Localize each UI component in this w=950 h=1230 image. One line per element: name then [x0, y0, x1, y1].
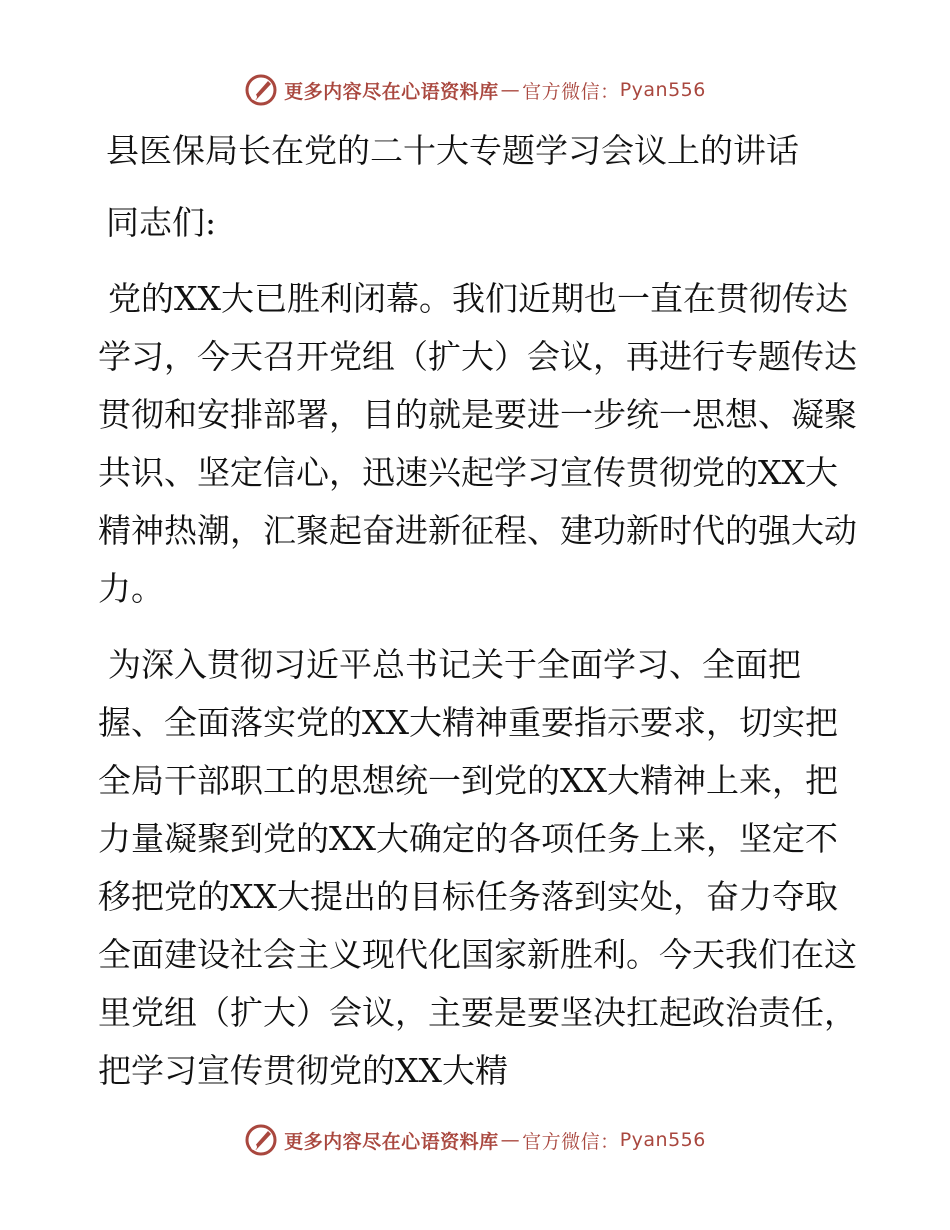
banner-brand-text: 更多内容尽在心语资料库	[284, 80, 499, 103]
banner-wechat-id: Pyan556	[619, 1129, 706, 1151]
footer-watermark-banner	[0, 1120, 950, 1160]
paragraph-2: 为深入贯彻习近平总书记关于全面学习、全面把握、全面落实党的XX大精神重要指示要求，切实把全局干部职工的思想统一到党的XX大精神上来，把力量凝聚到党的XX大确定的各项任务上来，坚定不移把党的XX大提出的目标任务落到实处，奋力夺取全面建设社会主义现代化国家新胜利。今天我们在这里党组（扩大）会议，主要是要坚决扛起政治责任，把学习宣传贯彻党的XX大精	[98, 645, 857, 1090]
banner-brand-text: 更多内容尽在心语资料库	[284, 1130, 499, 1153]
document-body	[98, 122, 858, 1100]
quill-pen-logo-icon	[244, 1123, 278, 1157]
banner-dash: —	[500, 79, 521, 101]
banner-wechat-label: 官方微信：	[522, 80, 620, 103]
document-greeting: 同志们:	[106, 203, 217, 242]
document-title: 县医保局长在党的二十大专题学习会议上的讲话	[106, 131, 799, 170]
banner-wechat-id: Pyan556	[619, 79, 706, 101]
paragraph-1: 党的XX大已胜利闭幕。我们近期也一直在贯彻传达学习，今天召开党组（扩大）会议，再进行专题传达贯彻和安排部署，目的就是要进一步统一思想、凝聚共识、坚定信心，迅速兴起学习宣传贯彻党的XX大精神热潮，汇聚起奋进新征程、建功新时代的强大动力。	[98, 279, 857, 608]
banner-wechat-label: 官方微信：	[522, 1130, 620, 1153]
banner-dash: —	[500, 1129, 521, 1151]
quill-pen-logo-icon	[244, 73, 278, 107]
header-watermark-banner	[0, 70, 950, 110]
